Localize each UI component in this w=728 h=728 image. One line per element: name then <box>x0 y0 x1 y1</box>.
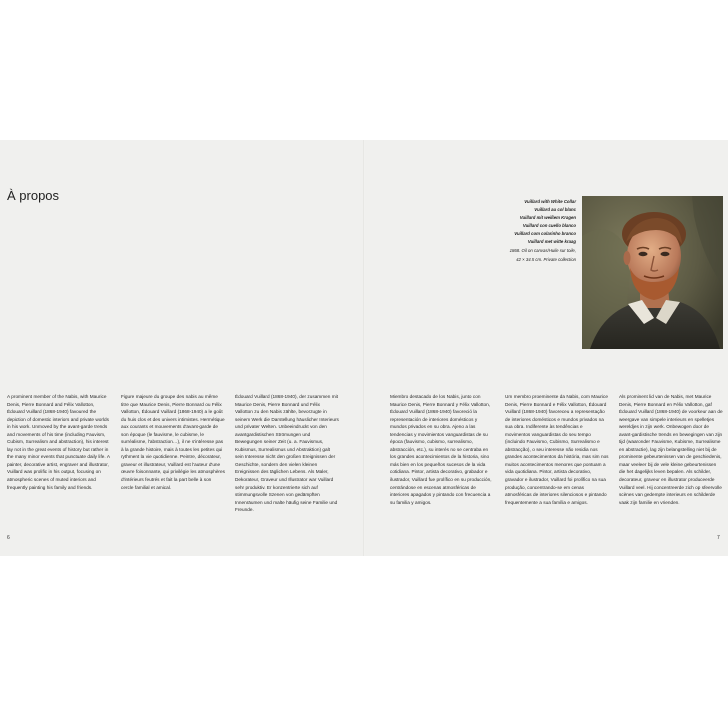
text-column-english: A prominent member of the Nabis, with Maurice Denis, Pierre Bonnard and Félix Vallotton, Édouard Vuillard (1868-1940) favoured the depiction of domestic interiors and private worlds in his work. Unmoved by the avant-garde trends and movements of his time (including Fauvism, Cubism, Surrealism and abstraction), his interest lay not in the great events of history but rather in the many minor events that punctuate daily life. A painter, decorative artist, engraver and illustrator, Vuillard was prolific in his output, focusing on atmospheric scenes of muted interiors and frequently painting his family and friends. <box>7 394 110 490</box>
text-column-spanish: Miembro destacado de los Nabis, junto con Maurice Denis, Pierre Bonnard y Félix Vallotton, Édouard Vuillard (1868-1940) favoreció la representación de interiores domésticos y mundos privados en su obra. Ajeno a las tendencias y movimientos vanguardistas de su época (fauvismo, cubismo, surrealismo, abstracción, etc.), su interés no se centraba en los grandes acontecimientos de la historia, sino más bien en los pequeños sucesos de la vida cotidiana. Pintor, artista decorativo, grabador e ilustrador, Vuillard fue prolífico en su producción, centrándose en escenas atmosféricas de interiores apagados y pintando con frecuencia a su familia y amigos. <box>390 394 492 505</box>
text-column-german: Édouard Vuillard (1868-1940), der zusammen mit Maurice Denis, Pierre Bonnard und Félix Vallotton zu den Nabis zählte, bevorzugte in seinem Werk die Darstellung häuslicher Interieurs und privater Welten. Unbeeindruckt von den avantgardistischen Strömungen und Bewegungen seiner Zeit (u. a. Fauvismus, Kubismus, Surrealismus und Abstraktion) galt sein Interesse nicht den großen Ereignissen der Geschichte, sondern den vielen kleinen Ereignissen des täglichen Lebens. Als Maler, Dekorateur, Graveur und Illustrator war Vuillard sehr produktiv. Er konzentrierte sich auf stimmungsvolle Szenen von gedämpften Innenräumen und malte häufig seine Familie und Freunde. <box>235 394 339 513</box>
caption-title-es: Vuillard con cuello blanco <box>522 223 576 228</box>
caption-title-pt: Vuillard com colarinho branco <box>514 231 576 236</box>
portrait-painting <box>582 196 723 349</box>
caption-meta-1: 1868. Oil on canvas/Huile sur toile, <box>509 248 576 253</box>
text-column-dutch: Als prominent lid van de Nabis, met Maurice Denis, Pierre Bonnard en Félix Vallotton, gaf Édouard Vuillard (1868-1940) de voorkeur aan de weergave van simpele interieurs en spelletjes wereldjes in zijn werk. Onbewogen door de avant-gardistische trends en bewegingen van zijn tijd (waaronder Fauvisme, Kubisme, Surrealisme en abstractie), lag zijn belangstelling niet bij de prominente gebeurtenissen van de geschiedenis, maar veeleer bij de vele kleine gebeurtenissen die het dagelijks leven bepalen. Als schilder, decorateur, graveur en illustrator produceerde Vuillard veel. Hij concentreerde zich op sfeervolle scènes van gedempte interieurs en schilderde vaak zijn familie en vrienden. <box>619 394 723 505</box>
text-column-portuguese: Um membro proeminente da Nabis, com Maurice Denis, Pierre Bonnard e Félix Vallotton, Édouard Vuillard (1868-1940) favoreceu a representação de interiores domésticos e mundos privados na sua obra. Indiferente às tendências e movimentos vanguardistas do seu tempo (incluindo Fauvismo, Cubismo, Surrealismo e abstracção), o seu interesse não residia nos grandes acontecimentos da história, mas sim nos muitos acontecimentos menores que pontuam a vida quotidiana. Pintor, artista decorativo, gravador e ilustrador, Vuillard foi prolífico na sua produção, concentrando-se em cenas atmosféricas de interiores silenciosos e pintando frequentemente a sua família e amigos. <box>505 394 609 505</box>
portrait-illustration <box>582 196 723 349</box>
book-gutter <box>363 140 365 556</box>
book-spread <box>0 140 728 556</box>
text-column-french: Figure majeure du groupe des nabis au même titre que Maurice Denis, Pierre Bonnard ou Félix Vallotton, Édouard Vuillard (1868-1940) a le goût du huis clos et des univers intimistes. Hermétique aux courants et mouvements d'avant-garde de son époque (le fauvisme, le cubisme, le surréalisme, l'abstraction…), il ne s'intéresse pas à la grande histoire, mais à toutes les petites qui rythment la vie quotidienne. Peintre, décorateur, graveur et illustrateur, Vuillard est l'auteur d'une œuvre foisonnante, qui privilégie les atmosphères d'intérieurs feutrés et fait la part belle à son cercle familial et amical. <box>121 394 225 490</box>
caption-title-en: Vuillard with White Collar <box>524 199 576 204</box>
page-number-right: 7 <box>717 535 720 541</box>
page-number-left: 6 <box>7 535 10 541</box>
caption-meta-2: 42 × 34.5 cm. Private collection <box>516 256 576 262</box>
caption-title-fr: Vuillard au col blanc <box>534 207 576 212</box>
caption-title-nl: Vuillard met witte kraag <box>527 239 576 244</box>
caption-title-de: Vuillard mit weißem Kragen <box>519 215 576 220</box>
page-title: À propos <box>7 188 60 203</box>
painting-caption <box>470 198 576 263</box>
